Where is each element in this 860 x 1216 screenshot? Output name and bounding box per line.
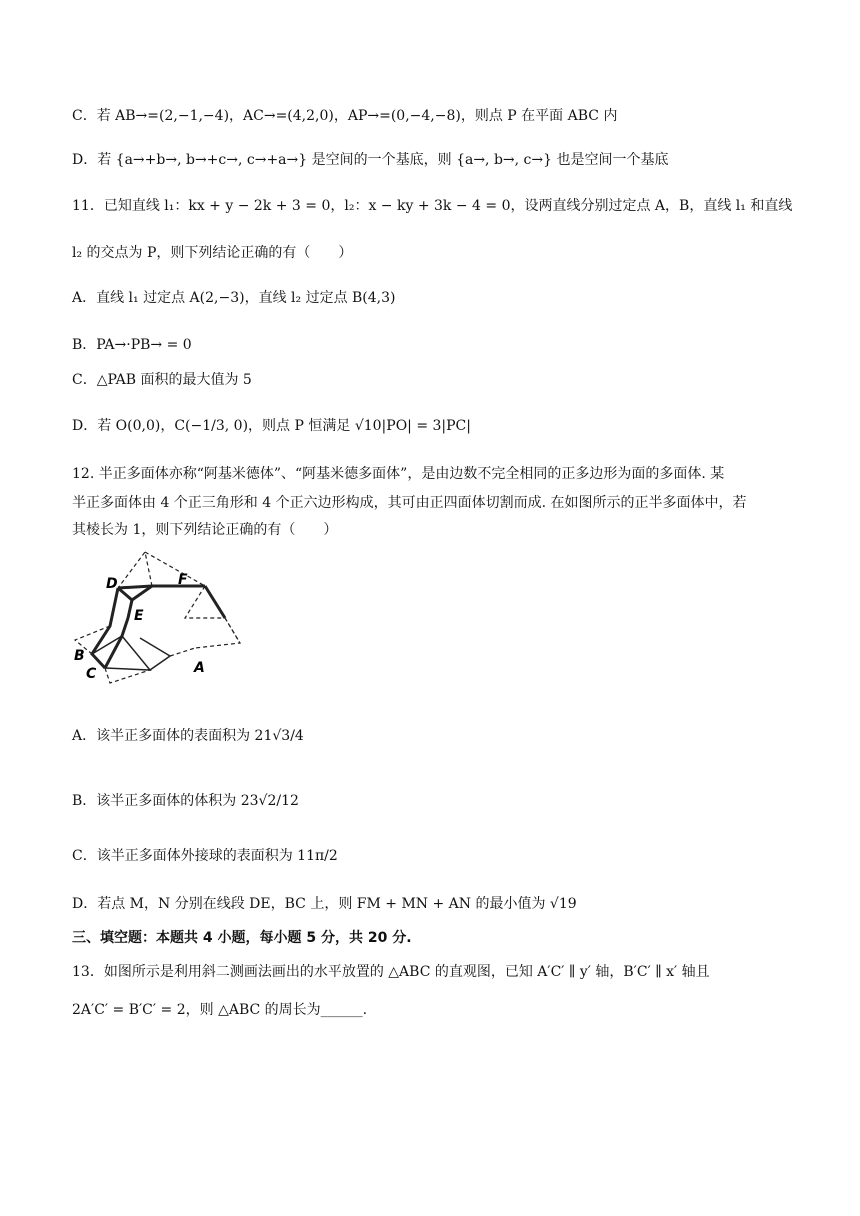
question-12-stem-3: 其棱长为 1，则下列结论正确的有（ ） [72,522,338,538]
polyhedron-svg [70,548,250,688]
vertex-label-a: A [194,660,205,676]
vertex-label-f: F [178,572,188,588]
question-12-stem: 12. 半正多面体亦称“阿基米德体”、“阿基米德多面体”，是由边数不完全相同的正多边形为面的多面体. 某 [72,466,725,482]
question-11-stem-cont: l₂ 的交点为 P，则下列结论正确的有（ ） [72,245,353,261]
option-b-q12: B．该半正多面体的体积为 23√2/12 [72,793,299,809]
option-d-q11: D．若 O(0,0)，C(−1/3, 0)，则点 P 恒满足 √10|PO| = 3|PC| [72,418,471,434]
question-12-stem-2: 半正多面体由 4 个正三角形和 4 个正六边形构成，其可由正四面体切割而成. 在如图所示的正半多面体中，若 [72,495,747,511]
option-d-q10: D．若 {a→+b→, b→+c→, c→+a→} 是空间的一个基底，则 {a→, b→, c→} 也是空间一个基底 [72,152,669,168]
option-c-q11: C．△PAB 面积的最大值为 5 [72,372,252,388]
vertex-label-e: E [134,608,144,624]
vertex-label-c: C [86,666,97,682]
option-b-q11: B．PA→·PB→ = 0 [72,337,192,353]
vertex-label-b: B [74,648,85,664]
polyhedron-figure [70,548,250,692]
vertex-label-d: D [106,576,118,592]
question-13-stem: 13．如图所示是利用斜二测画法画出的水平放置的 △ABC 的直观图，已知 A′C′ ∥ y′ 轴，B′C′ ∥ x′ 轴且 [72,964,710,980]
question-13-stem-2: 2A′C′ = B′C′ = 2，则 △ABC 的周长为______. [72,1002,368,1018]
option-a-q12: A．该半正多面体的表面积为 21√3/4 [72,728,304,744]
option-c-q12: C．该半正多面体外接球的表面积为 11π/2 [72,848,338,864]
option-d-q12: D．若点 M，N 分别在线段 DE，BC 上，则 FM + MN + AN 的最小值为 √19 [72,896,577,912]
option-a-q11: A．直线 l₁ 过定点 A(2,−3)，直线 l₂ 过定点 B(4,3) [72,290,396,306]
section-3-heading: 三、填空题：本题共 4 小题，每小题 5 分，共 20 分. [72,930,412,946]
option-c-q10: C．若 AB→=(2,−1,−4)，AC→=(4,2,0)，AP→=(0,−4,−8)，则点 P 在平面 ABC 内 [72,108,618,124]
question-11-stem: 11．已知直线 l₁：kx + y − 2k + 3 = 0，l₂：x − ky + 3k − 4 = 0，设两直线分别过定点 A，B，直线 l₁ 和直线 [72,198,793,214]
